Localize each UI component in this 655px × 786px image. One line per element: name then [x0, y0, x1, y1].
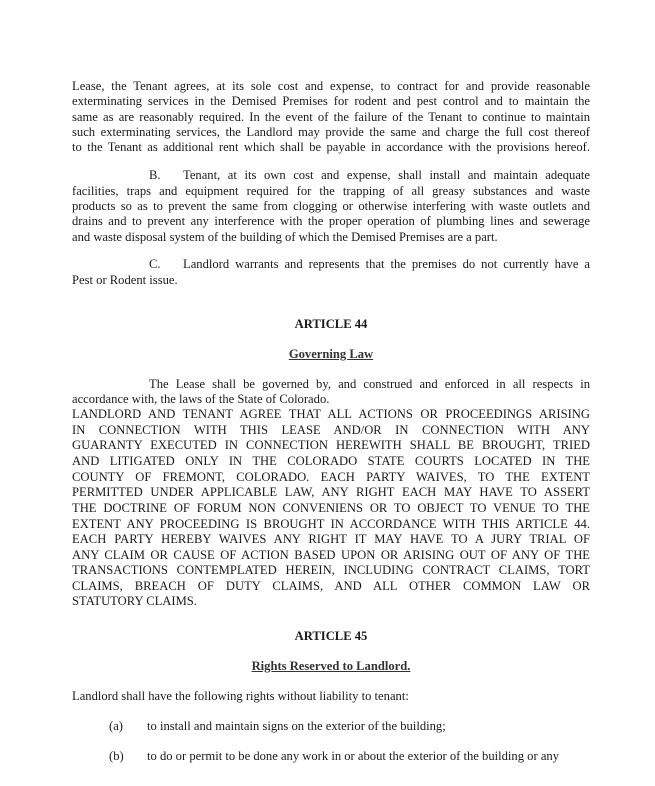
article-45-title: ARTICLE 45	[294, 629, 368, 643]
article-44-caps-line: LANDLORD AND TENANT AGREE THAT ALL ACTIONS OR PROCEEDINGS ARISING	[72, 407, 590, 421]
paragraph-b-label: B.	[149, 168, 161, 182]
paragraph-b-first-line: Tenant, at its own cost and expense, shall install and maintain adequate	[183, 168, 590, 182]
article-44-intro-first	[149, 377, 590, 392]
article-44-title: ARTICLE 44	[294, 317, 368, 331]
list-item-marker: (a)	[109, 719, 123, 733]
article-44-subtitle: Governing Law	[288, 347, 374, 361]
paragraph-b-line: drains and to prevent any interference with the proper operation of plumbing lines and sewerage	[72, 214, 590, 228]
paragraph-a-line: to the Tenant as additional rent which shall be payable in accordance with the provisions hereof.	[72, 140, 590, 154]
paragraph-a-line: same as are reasonably required. In the event of the failure of the Tenant to continue to maintain	[72, 110, 590, 124]
paragraph-a-line: Lease, the Tenant agrees, at its sole cost and expense, to contract for and provide reasonable	[72, 79, 590, 93]
paragraph-b-line: products so as to prevent the same from clogging or otherwise interfering with waste outlets and	[72, 199, 590, 213]
paragraph-b-line: facilities, traps and equipment required for the trapping of all greasy substances and waste	[72, 184, 590, 198]
article-44-caps-line: COUNTY OF FREMONT, COLORADO. EACH PARTY WAIVES, TO THE EXTENT	[72, 470, 590, 484]
article-44-intro-line: accordance with, the laws of the State of Colorado.	[72, 392, 330, 406]
paragraph-c-first-line: Landlord warrants and represents that the premises do not currently have a	[183, 257, 590, 271]
list-item-text: to install and maintain signs on the exterior of the building;	[147, 719, 446, 733]
article-44-caps-line: THE DOCTRINE OF FORUM NON CONVENIENS OR TO OBJECT TO VENUE TO THE	[72, 501, 590, 515]
paragraph-c-line: Pest or Rodent issue.	[72, 273, 178, 287]
article-44-caps-line: STATUTORY CLAIMS.	[72, 594, 197, 608]
article-44-caps-line: CLAIMS, BREACH OF DUTY CLAIMS, AND ALL OTHER COMMON LAW OR	[72, 579, 590, 593]
list-item-marker: (b)	[109, 749, 124, 763]
article-44-intro-first-line: The Lease shall be governed by, and construed and enforced in all respects in	[149, 377, 590, 391]
paragraph-a-line: such exterminating services, the Landlord may provide the same and charge the full cost thereof	[72, 125, 590, 139]
article-44-caps-line: EXTENT ANY PROCEEDING IS BROUGHT IN ACCORDANCE WITH THIS ARTICLE 44.	[72, 517, 590, 531]
list-item-text: to do or permit to be done any work in or about the exterior of the building or any	[147, 749, 559, 763]
article-44-caps-line: EACH PARTY HEREBY WAIVES ANY RIGHT IT MAY HAVE TO A JURY TRIAL OF	[72, 532, 590, 546]
article-45-intro: Landlord shall have the following rights without liability to tenant:	[72, 689, 409, 703]
article-44-caps-line: ANY CLAIM OR CAUSE OF ACTION BASED UPON OR ARISING OUT OF ANY OF THE	[72, 548, 590, 562]
paragraph-a-line: exterminating services in the Demised Premises for rodent and pest control and to maintain the	[72, 94, 590, 108]
paragraph-b-line: and waste disposal system of the building of which the Demised Premises are a part.	[72, 230, 498, 244]
article-44-caps-line: TRANSACTIONS CONTEMPLATED HEREIN, INCLUDING CONTRACT CLAIMS, TORT	[72, 563, 590, 577]
article-44-caps-line: IN CONNECTION WITH THIS LEASE AND/OR IN CONNECTION WITH ANY	[72, 423, 590, 437]
article-44-caps-line: PERMITTED UNDER APPLICABLE LAW, ANY RIGHT EACH MAY HAVE TO ASSERT	[72, 485, 590, 499]
article-44-caps-line: GUARANTY EXECUTED IN CONNECTION HEREWITH SHALL BE BROUGHT, TRIED	[72, 438, 590, 452]
paragraph-c-label: C.	[149, 257, 161, 271]
article-44-caps-line: AND LITIGATED ONLY IN THE COLORADO STATE COURTS LOCATED IN THE	[72, 454, 590, 468]
article-45-subtitle: Rights Reserved to Landlord.	[251, 659, 411, 673]
